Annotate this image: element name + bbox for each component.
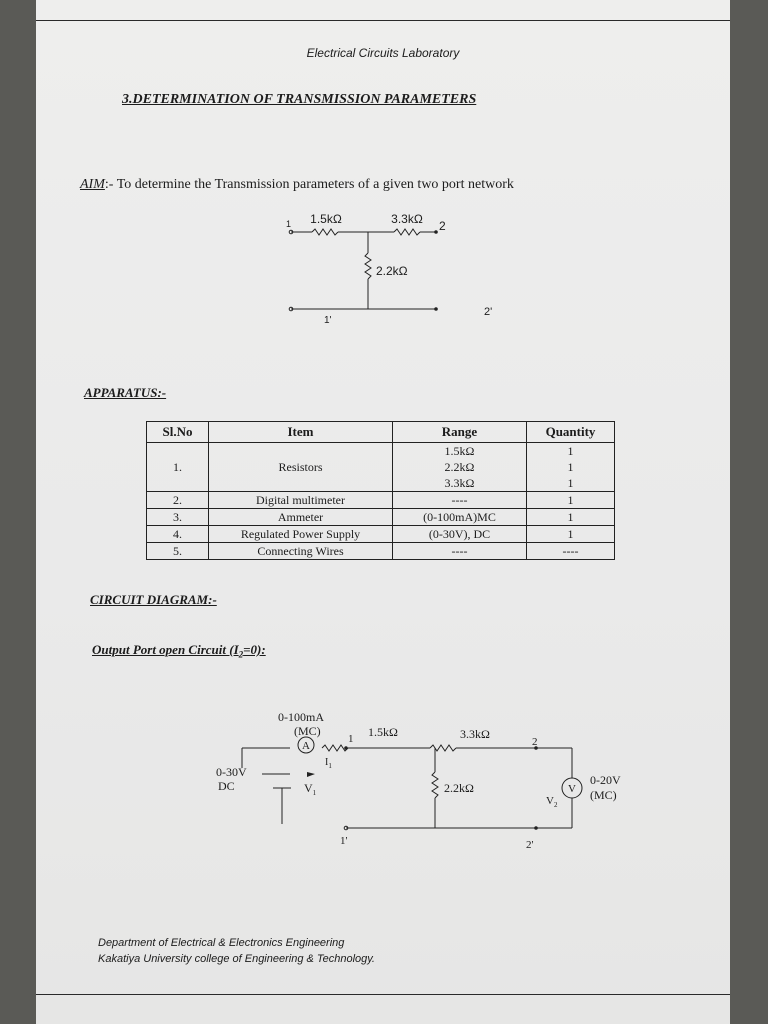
v1-sub: 1: [312, 789, 317, 797]
cell-range: (0-30V), DC: [393, 526, 527, 543]
node-2-ref-label: 2': [526, 839, 534, 851]
cell-slno: 4.: [147, 526, 209, 543]
terminal-2-ref: [434, 307, 438, 311]
aim-label: AIM: [80, 177, 105, 192]
cell-range: [393, 443, 527, 492]
two-port-network-diagram: [276, 205, 493, 335]
cell-range: ----: [393, 492, 527, 509]
col-header-range: Range: [393, 422, 527, 443]
v2-letter: V: [546, 795, 554, 807]
resistor-r2: [394, 229, 420, 235]
node-2-ref: [534, 826, 538, 830]
cell-quantity: ----: [527, 543, 615, 560]
v2-sub: 2: [553, 801, 558, 809]
r-3k3-label: 3.3kΩ: [460, 727, 490, 741]
voltmeter-symbol: V: [568, 783, 576, 795]
table-row: [147, 526, 615, 543]
resistor-r3: [365, 253, 371, 279]
supply-range: 0-30V: [216, 765, 247, 779]
node-1-ref-label: 1': [340, 835, 348, 847]
node-1: [344, 746, 348, 750]
current-arrow-icon: [307, 772, 315, 777]
footer-department: Department of Electrical & Electronics Engineering: [98, 937, 345, 949]
v1-label: [304, 781, 317, 797]
aim-statement: [80, 177, 514, 193]
cell-quantity: 1: [527, 492, 615, 509]
v2-label: [546, 795, 558, 809]
label-r1: 1.5kΩ: [310, 212, 342, 226]
range-value: 1.5kΩ: [444, 444, 475, 458]
subheading-tail: =0):: [243, 642, 266, 657]
cell-quantity: [527, 443, 615, 492]
cell-item: Connecting Wires: [209, 543, 393, 560]
ammeter-symbol: A: [302, 740, 310, 752]
current-sub: 1: [328, 762, 332, 770]
node-2-label: 2: [532, 736, 538, 748]
node-1-label: 1: [348, 733, 354, 745]
apparatus-table: [146, 421, 615, 560]
label-r3: 2.2kΩ: [376, 264, 408, 278]
cell-quantity: 1: [527, 509, 615, 526]
resistor-r1: [312, 229, 338, 235]
top-rule: [36, 20, 730, 21]
resistor-3k3: [430, 745, 456, 751]
cell-item: Digital multimeter: [209, 492, 393, 509]
label-port-2: 2: [439, 219, 446, 233]
aim-text: :- To determine the Transmission parameters of a given two port network: [104, 177, 514, 192]
cell-item: Regulated Power Supply: [209, 526, 393, 543]
lab-header: Electrical Circuits Laboratory: [306, 46, 460, 60]
cell-slno: 5.: [147, 543, 209, 560]
table-row: [147, 443, 615, 492]
r-1k5-label: 1.5kΩ: [368, 725, 398, 739]
experiment-title: 3.DETERMINATION OF TRANSMISSION PARAMETERS: [122, 92, 477, 107]
cell-item: Ammeter: [209, 509, 393, 526]
range-value: 3.3kΩ: [444, 476, 475, 490]
table-header-row: [147, 422, 615, 443]
table-row: [147, 509, 615, 526]
col-header-quantity: Quantity: [527, 422, 615, 443]
table-row: [147, 492, 615, 509]
resistor-2k2: [432, 772, 438, 798]
voltmeter-type: (MC): [590, 788, 617, 802]
bottom-rule: [36, 994, 730, 995]
footer-college: Kakatiya University college of Engineering & Technology.: [98, 953, 375, 965]
page-footer: [98, 935, 375, 967]
document-page: [36, 0, 730, 1024]
cell-slno: 1.: [147, 443, 209, 492]
current-label: [325, 757, 332, 770]
label-port-1: 1: [286, 219, 292, 229]
quantity-value: 1: [567, 460, 574, 474]
table-row: [147, 543, 615, 560]
cell-slno: 2.: [147, 492, 209, 509]
supply-type: DC: [218, 779, 235, 793]
ammeter-range: 0-100mA: [278, 710, 324, 724]
cell-range: ----: [393, 543, 527, 560]
subheading-sub: 2: [238, 649, 244, 660]
col-header-item: Item: [209, 422, 393, 443]
cell-item: Resistors: [209, 443, 393, 492]
v1-letter: V: [304, 781, 313, 795]
r-2k2-label: 2.2kΩ: [444, 781, 474, 795]
apparatus-heading: APPARATUS:-: [84, 385, 167, 400]
resistor-1k5: [322, 745, 348, 751]
voltmeter-range: 0-20V: [590, 773, 621, 787]
cell-range: (0-100mA)MC: [393, 509, 527, 526]
label-port-1-ref: 1': [324, 315, 332, 326]
subheading-text: Output Port open Circuit (I: [92, 642, 239, 657]
range-value: 2.2kΩ: [444, 460, 475, 474]
ammeter-type: (MC): [294, 724, 321, 738]
cell-quantity: 1: [527, 526, 615, 543]
measurement-circuit-diagram: [170, 700, 630, 860]
quantity-value: 1: [567, 476, 574, 490]
col-header-slno: Sl.No: [147, 422, 209, 443]
quantity-value: 1: [567, 444, 574, 458]
output-open-circuit-heading: [92, 642, 266, 660]
label-r2: 3.3kΩ: [391, 212, 423, 226]
label-port-2-ref: 2': [484, 306, 493, 318]
cell-slno: 3.: [147, 509, 209, 526]
circuit-diagram-heading: CIRCUIT DIAGRAM:-: [90, 592, 217, 607]
terminal-2: [434, 230, 438, 234]
current-letter: I: [325, 757, 329, 768]
